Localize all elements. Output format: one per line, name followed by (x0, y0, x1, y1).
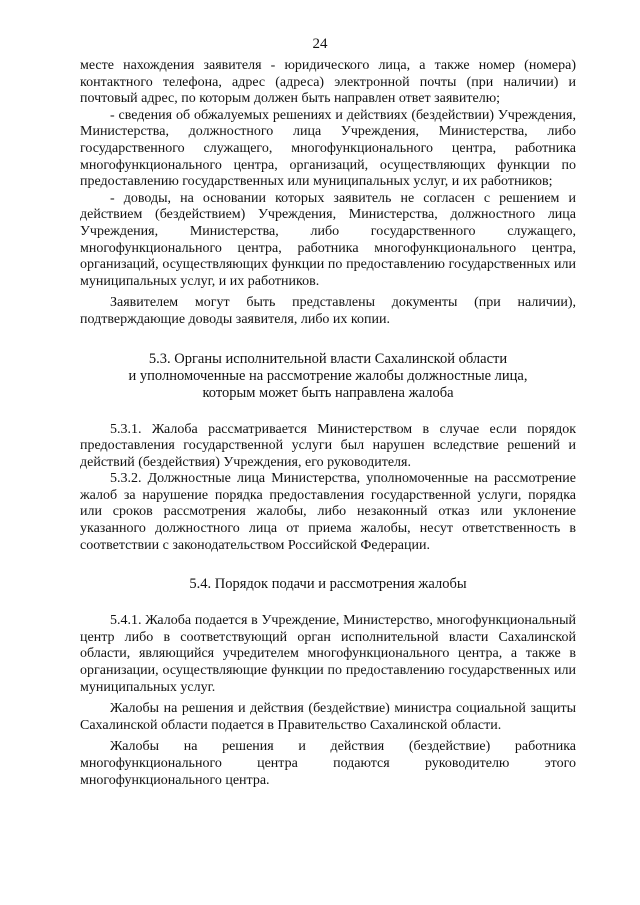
section-5-4-title-line: 5.4. Порядок подачи и рассмотрения жалобы (189, 576, 467, 593)
paragraph-applicant-location: месте нахождения заявителя - юридического лица, а также номер (номера) контактного телефона, адрес (адреса) электронной почты (при наличии) и почтовый адрес, по которым должен быть направлен ответ заявителю; (80, 58, 576, 107)
paragraph-5-3-2: 5.3.2. Должностные лица Министерства, уполномоченные на рассмотрение жалоб за нарушение порядка предоставления государственной услуги, порядка или сроков рассмотрения жалобы, либо незаконный отказ или уклонение указанного должностного лица от приема жалобы, несут ответственность в соответствии с законодательством Российской Федерации. (80, 471, 576, 553)
paragraph-5-3-1: 5.3.1. Жалоба рассматривается Министерством в случае если порядок предоставления государственной услуги был нарушен вследствие решений и действий (бездействия) Учреждения, его руководителя. (80, 421, 576, 470)
section-5-3-title (80, 351, 576, 402)
paragraph-applicant-arguments: - доводы, на основании которых заявитель не согласен с решением и действием (бездействием) Учреждения, Министерства, должностного лица Учреждения, Министерства, либо государственного служащего, многофункционального центра, работника многофункционального центра, организаций, осуществляющих функции по предоставлению государственных или муниципальных услуг, и их работников. (80, 190, 576, 289)
paragraph-appealed-decisions: - сведения об обжалуемых решениях и действиях (бездействии) Учреждения, Министерства, должностного лица Учреждения, Министерства, либо государственного служащего, многофункционального центра, работника многофункционального центра, организаций, осуществляющих функции по предоставлению государственных или муниципальных услуг, и их работников; (80, 107, 576, 190)
paragraph-minister-complaints: Жалобы на решения и действия (бездействие) министра социальной защиты Сахалинской области подается в Правительство Сахалинской области. (80, 701, 576, 733)
paragraph-mfc-employee-complaints: Жалобы на решения и действия (бездействие) работника многофункционального центра подаются руководителю этого многофункционального центра. (80, 739, 576, 788)
section-5-3-title-line: и уполномоченные на рассмотрение жалобы должностные лица, (128, 367, 528, 384)
paragraph-5-4-1: 5.4.1. Жалоба подается в Учреждение, Министерство, многофункциональный центр либо в соответствующий орган исполнительной власти Сахалинской области, являющийся учредителем многофункционального центра, а также в организации, осуществляющие функции по предоставлению государственных или муниципальных услуг. (80, 613, 576, 695)
paragraph-supporting-documents: Заявителем могут быть представлены документы (при наличии), подтверждающие доводы заявителя, либо их копии. (80, 295, 576, 327)
document-body (80, 58, 576, 789)
section-5-3-title-line: 5.3. Органы исполнительной власти Сахалинской области (148, 350, 508, 367)
section-5-4-title (80, 576, 576, 593)
section-5-3-title-line: которым может быть направлена жалоба (202, 384, 454, 401)
page-number: 24 (312, 36, 328, 52)
